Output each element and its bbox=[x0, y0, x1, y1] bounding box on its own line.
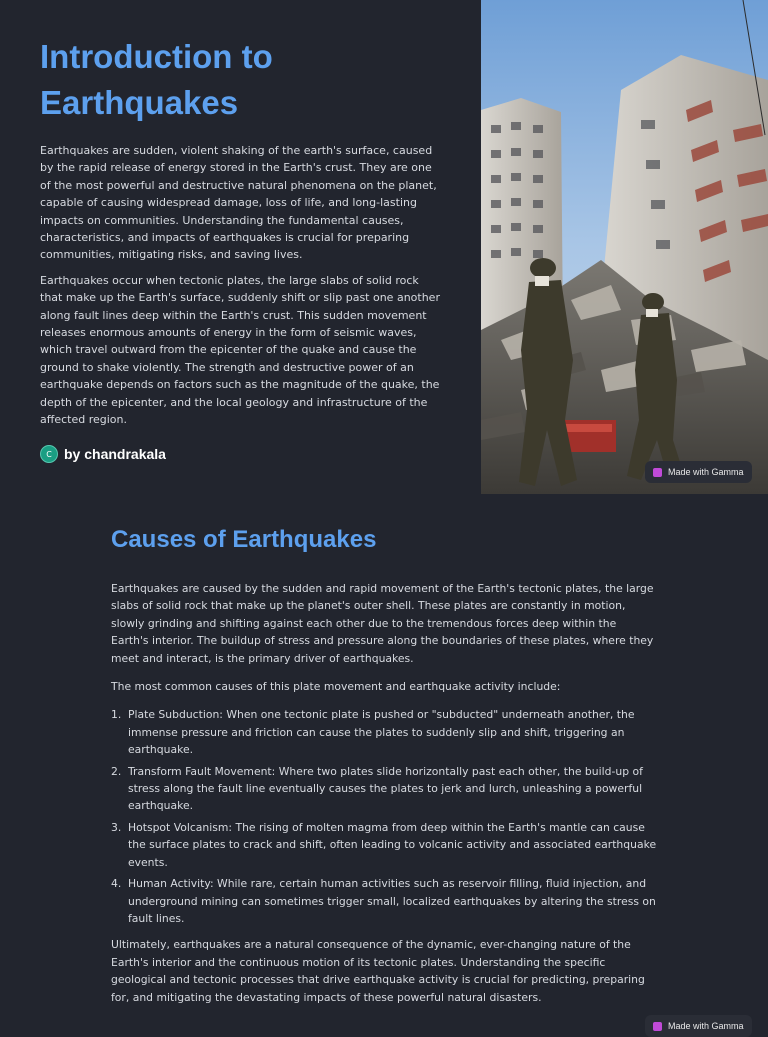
made-with-gamma-badge[interactable] bbox=[645, 1015, 752, 1037]
list-number: 1. bbox=[111, 708, 122, 722]
made-with-gamma-badge[interactable] bbox=[645, 461, 752, 483]
list-item bbox=[111, 706, 657, 758]
paragraph: Earthquakes are sudden, violent shaking of the earth's surface, caused by the rapid release of energy stored in the Earth's crust. They are one of the most powerful and destructive natural phenomena on the planet, capable of causing widespread damage, loss of life, and long-lasting impacts on communities. Understanding the fundamental causes, characteristics, and impacts of earthquakes is crucial for preparing communities, mitigating risks, and saving lives. bbox=[40, 144, 437, 262]
list-item-text: Transform Fault Movement: Where two plates slide horizontally past each other, the build-up of stress along the fault line eventually causes the plates to jerk and lurch, unleashing a powerful earthquake. bbox=[128, 764, 643, 813]
causes-list bbox=[111, 706, 657, 927]
badge-label: Made with Gamma bbox=[668, 467, 744, 477]
paragraph: Ultimately, earthquakes are a natural consequence of the dynamic, ever-changing nature of the Earth's interior and the continuous motion of its tectonic plates. Understanding the specific geological and tectonic processes that drive earthquake activity is crucial for predicting, preparing for, and mitigating the devastating impacts of these powerful natural disasters. bbox=[111, 938, 645, 1004]
avatar: C bbox=[40, 445, 58, 463]
list-item bbox=[111, 875, 657, 927]
list-item-text: Human Activity: While rare, certain human activities such as reservoir filling, fluid injection, and underground mining can sometimes trigger small, localized earthquakes by altering the stress on fault lines. bbox=[128, 877, 656, 925]
gamma-logo-icon bbox=[653, 468, 662, 477]
list-number: 3. bbox=[111, 820, 122, 834]
slide-body bbox=[40, 142, 444, 437]
slide-introduction bbox=[0, 0, 768, 494]
list-item-text: Hotspot Volcanism: The rising of molten magma from deep within the Earth's mantle can cause the surface plates to crack and shift, often leading to volcanic activity and associated earthquake events. bbox=[128, 820, 657, 869]
earthquake-photo bbox=[481, 0, 768, 494]
gamma-logo-icon bbox=[653, 1022, 662, 1031]
slide-causes bbox=[0, 494, 768, 1024]
list-item bbox=[111, 819, 657, 871]
list-number: 2. bbox=[111, 764, 122, 778]
slide-title: Introduction to Earthquakes bbox=[40, 38, 273, 121]
slide-title: Causes of Earthquakes bbox=[111, 526, 377, 553]
paragraph: The most common causes of this plate movement and earthquake activity include: bbox=[111, 680, 561, 694]
list-number: 4. bbox=[111, 877, 122, 891]
collapsed-building-image bbox=[481, 0, 768, 494]
badge-label: Made with Gamma bbox=[668, 1021, 744, 1031]
list-item bbox=[111, 763, 657, 815]
paragraph: Earthquakes occur when tectonic plates, the large slabs of solid rock that make up the Earth's surface, suddenly shift or slip past one another along fault lines deep within the Earth's crust. This sudden movement releases enormous amounts of energy in the form of seismic waves, which travel outward from the epicenter of the quake and cause the ground to shake violently. The strength and destructive power of an earthquake depends on factors such as the magnitude of the quake, the depth of the epicenter, and the local geology and infrastructure of the affected region. bbox=[40, 273, 440, 427]
list-item-text: Plate Subduction: When one tectonic plate is pushed or "subducted" underneath another, the immense pressure and friction can cause the plates to suddenly slip and shift, triggering an earthquake. bbox=[128, 708, 635, 757]
paragraph: Earthquakes are caused by the sudden and rapid movement of the Earth's tectonic plates, the large slabs of solid rock that make up the planet's outer shell. These plates are constantly in motion, slowly grinding and shifting against each other due to the tremendous forces deep within the Earth's interior. The buildup of stress and pressure along the boundaries of these plates, where they meet and interact, is the primary driver of earthquakes. bbox=[111, 582, 654, 665]
author-name: by chandrakala bbox=[64, 446, 166, 462]
author-byline bbox=[40, 445, 166, 463]
slide-body bbox=[111, 580, 657, 1017]
